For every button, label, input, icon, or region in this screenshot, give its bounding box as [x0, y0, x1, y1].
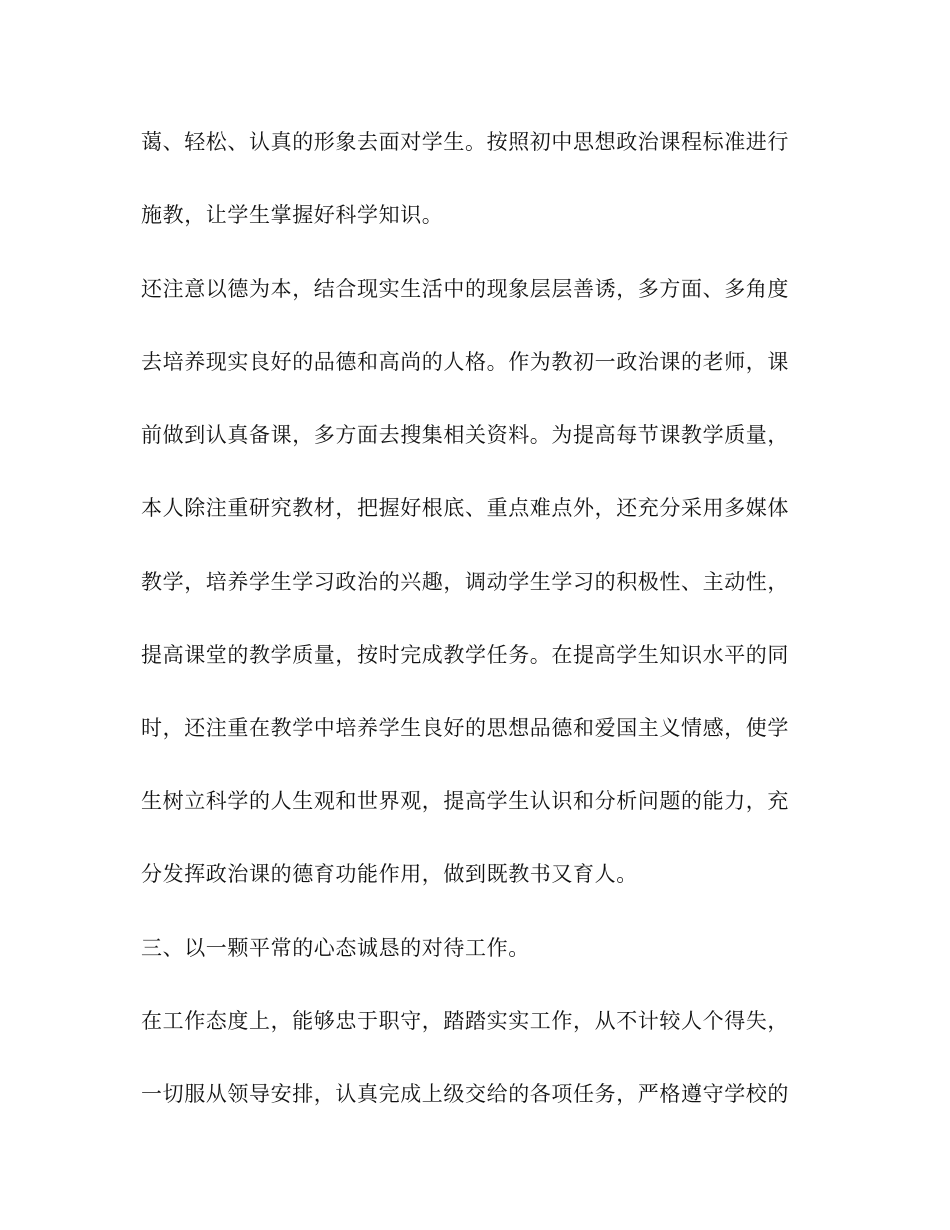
text-line: 施教，让学生掌握好科学知识。 — [141, 203, 444, 227]
text-line: 去培养现实良好的品德和高尚的人格。作为教初一政治课的老师，课 — [141, 350, 789, 374]
text-line: 提高课堂的教学质量，按时完成教学任务。在提高学生知识水平的同 — [141, 643, 789, 667]
text-line: 教学，培养学生学习政治的兴趣，调动学生学习的积极性、主动性， — [141, 570, 789, 594]
text-line: 一切服从领导安排，认真完成上级交给的各项任务，严格遵守学校的 — [141, 1082, 789, 1106]
text-line: 本人除注重研究教材，把握好根底、重点难点外，还充分采用多媒体 — [141, 496, 789, 520]
text-line: 分发挥政治课的德育功能作用，做到既教书又育人。 — [141, 862, 638, 886]
text-line: 时，还注重在教学中培养学生良好的思想品德和爱国主义情感，使学 — [141, 716, 789, 740]
text-line: 前做到认真备课，多方面去搜集相关资料。为提高每节课教学质量， — [141, 423, 789, 447]
text-line: 蔼、轻松、认真的形象去面对学生。按照初中思想政治课程标准进行 — [141, 130, 789, 154]
section-heading: 三、以一颗平常的心态诚恳的对待工作。 — [141, 936, 530, 960]
text-line: 还注意以德为本，结合现实生活中的现象层层善诱，多方面、多角度 — [141, 277, 789, 301]
text-line: 生树立科学的人生观和世界观，提高学生认识和分析问题的能力，充 — [141, 789, 789, 813]
text-line: 在工作态度上，能够忠于职守，踏踏实实工作，从不计较人个得失， — [141, 1009, 789, 1033]
